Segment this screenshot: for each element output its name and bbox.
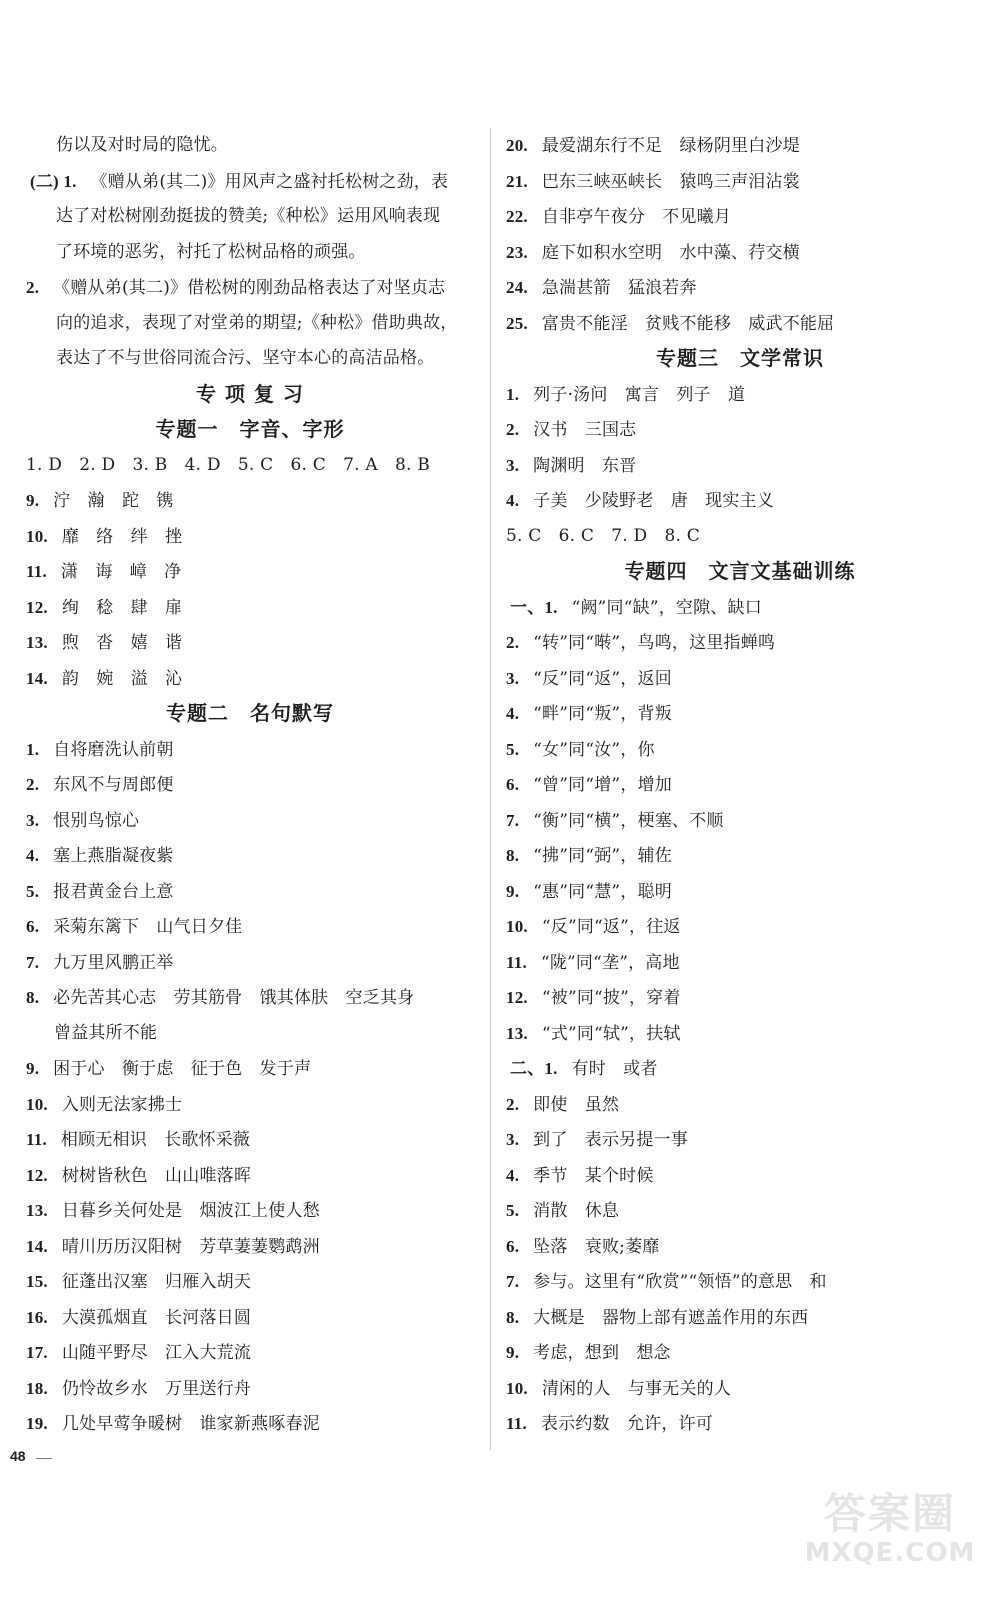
answer-text: 即使 虽然 — [533, 1094, 620, 1115]
answer-text: 向的追求，表现了对堂弟的期望;《种松》借助典故， — [56, 312, 458, 333]
section-heading: 专题四 文言文基础训练 — [624, 559, 856, 583]
answer-text: 自非亭午夜分 不见曦月 — [541, 207, 732, 227]
answer-text: 晴川历历汉阳树 芳草萋萋鹦鹉洲 — [61, 1236, 320, 1257]
answer-text: 曾益其所不能 — [54, 1022, 158, 1043]
section-heading: 专题一 字音、字形 — [155, 417, 345, 441]
answer-text: 富贵不能淫 贫贱不能移 威武不能屈 — [541, 313, 835, 334]
answer-text: 汉书 三国志 — [533, 420, 637, 440]
answer-text: 大漠孤烟直 长河落日圆 — [61, 1307, 252, 1328]
item-number: 5. — [506, 1201, 520, 1220]
left-column — [22, 128, 478, 1442]
page-number-rule — [36, 1458, 52, 1459]
answer-line — [22, 554, 478, 590]
answer-text: 塞上燕脂凝夜紫 — [53, 846, 174, 866]
item-number: 15. — [26, 1272, 48, 1291]
answer-line — [22, 661, 478, 697]
answer-text: 列子·汤问 寓言 列子 道 — [533, 384, 746, 405]
answer-text: “陇”同“垄”，高地 — [540, 952, 680, 973]
answer-text: 坠落 衰败;萎靡 — [533, 1236, 660, 1257]
answer-text: 最爱湖东行不足 绿杨阴里白沙堤 — [541, 136, 800, 156]
answer-line — [502, 625, 978, 661]
answer-text: 5. C 6. C 7. D 8. C — [506, 525, 700, 546]
answer-text: “被”同“披”，穿着 — [541, 988, 681, 1008]
answer-text: 靡 络 绊 挫 — [61, 526, 183, 547]
answer-text: 困于心 衡于虑 征于色 发于声 — [53, 1059, 312, 1079]
item-number: 7. — [506, 810, 520, 830]
item-number: 5. — [26, 881, 40, 901]
answer-text: 报君黄金台上意 — [53, 881, 174, 902]
answer-line — [22, 1335, 478, 1371]
answer-line — [22, 980, 478, 1016]
answer-text: 有时 或者 — [571, 1059, 658, 1079]
item-number: 25. — [506, 313, 528, 333]
item-number: 8. — [506, 846, 520, 865]
item-number: (二) 1. — [30, 171, 77, 191]
answer-line — [502, 1335, 978, 1371]
answer-line — [22, 803, 478, 839]
answer-line — [502, 874, 978, 910]
answer-line — [502, 1051, 978, 1087]
answer-line — [502, 199, 978, 235]
answer-line — [502, 519, 978, 555]
answer-text: 陶渊明 东晋 — [533, 455, 637, 476]
answer-text: 了环境的恶劣，衬托了松树品格的顽强。 — [56, 241, 366, 262]
right-column — [502, 128, 978, 1442]
item-number: 14. — [26, 668, 48, 688]
answer-line — [502, 306, 978, 342]
item-number: 2. — [506, 1094, 520, 1114]
answer-line — [22, 945, 478, 981]
answer-line — [502, 767, 978, 803]
item-number: 3. — [506, 1130, 520, 1149]
answer-text: 树树皆秋色 山山唯落晖 — [61, 1165, 252, 1186]
answer-text: “转”同“啭”，鸟鸣，这里指蝉鸣 — [533, 633, 776, 653]
answer-line — [22, 448, 478, 484]
answer-line — [22, 1229, 478, 1265]
item-number: 2. — [26, 775, 40, 794]
answer-text: 伤以及对时局的隐忧。 — [56, 135, 228, 155]
answer-text: 必先苦其心志 劳其筋骨 饿其体肤 空乏其身 — [53, 988, 415, 1008]
item-number: 2. — [26, 278, 40, 297]
answer-text: 急湍甚箭 猛浪若奔 — [541, 278, 697, 298]
item-number: 13. — [26, 1201, 48, 1220]
item-number: 3. — [506, 455, 520, 475]
answer-text: 韵 婉 溢 沁 — [61, 668, 183, 689]
answer-text: “拂”同“弼”，辅佐 — [533, 846, 672, 866]
answer-text: 季节 某个时候 — [533, 1165, 654, 1186]
item-number: 2. — [506, 633, 520, 652]
item-number: 8. — [506, 1307, 520, 1327]
answer-line — [502, 1371, 978, 1407]
answer-line — [22, 235, 478, 271]
answer-line — [22, 767, 478, 803]
answer-line — [502, 377, 978, 413]
item-number: 12. — [506, 988, 528, 1007]
item-number: 5. — [506, 739, 520, 759]
answer-line — [22, 1087, 478, 1123]
answer-line — [502, 164, 978, 200]
answer-line — [22, 732, 478, 768]
answer-line — [502, 1264, 978, 1300]
section-heading: 专 项 复 习 — [196, 381, 304, 406]
answer-line — [22, 1406, 478, 1442]
item-number: 7. — [506, 1272, 520, 1291]
item-number: 12. — [26, 1165, 48, 1185]
answer-text: “反”同“返”，往返 — [541, 917, 681, 937]
answer-line — [502, 803, 978, 839]
answer-text: 参与。这里有“欣赏”“领悟”的意思 和 — [533, 1272, 827, 1292]
answer-text: 煦 沓 嬉 谐 — [61, 633, 183, 653]
item-number: 20. — [506, 136, 528, 155]
answer-line — [502, 448, 978, 484]
answer-text: 庭下如积水空明 水中藻、荇交横 — [541, 242, 800, 263]
item-number: 10. — [26, 526, 48, 546]
item-number: 21. — [506, 171, 528, 191]
item-number: 16. — [26, 1307, 48, 1327]
answer-line — [502, 1016, 978, 1052]
item-number: 17. — [26, 1343, 48, 1362]
answer-text: 泞 瀚 跎 镌 — [53, 491, 174, 511]
item-number: 3. — [506, 668, 520, 688]
answer-line — [502, 1087, 978, 1123]
answer-text: 日暮乡关何处是 烟波江上使人愁 — [61, 1201, 320, 1221]
answer-text: 九万里风鹏正举 — [53, 952, 174, 973]
answer-text: “衡”同“横”，梗塞、不顺 — [533, 810, 724, 831]
item-number: 6. — [26, 917, 40, 936]
answer-text: 入则无法家拂士 — [61, 1094, 183, 1115]
answer-line — [22, 483, 478, 519]
answer-line — [22, 128, 478, 164]
section-heading: 专题二 名句默写 — [166, 701, 334, 725]
answer-line — [22, 1122, 478, 1158]
answer-text: 子美 少陵野老 唐 现实主义 — [533, 491, 774, 511]
answer-line — [22, 199, 478, 235]
answer-line — [22, 1264, 478, 1300]
answer-line — [22, 306, 478, 342]
item-number: 2. — [506, 420, 520, 439]
answer-line — [22, 1300, 478, 1336]
answer-line — [502, 483, 978, 519]
answer-line — [22, 838, 478, 874]
answer-line — [22, 590, 478, 626]
column-divider — [490, 128, 491, 1450]
answer-text: 征蓬出汉塞 归雁入胡天 — [61, 1272, 252, 1292]
item-number: 9. — [506, 881, 520, 901]
answer-line — [22, 341, 478, 377]
answer-line — [502, 128, 978, 164]
answer-line — [502, 1229, 978, 1265]
answer-line — [502, 270, 978, 306]
item-number: 1. — [506, 384, 520, 404]
answer-text: “反”同“返”，返回 — [533, 668, 672, 689]
answer-text: 自将磨洗认前朝 — [53, 739, 174, 760]
answer-text: 潇 诲 嶂 净 — [60, 562, 182, 582]
item-number: 8. — [26, 988, 40, 1007]
item-number: 9. — [26, 491, 40, 510]
answer-line — [502, 1300, 978, 1336]
section-heading: 专题三 文学常识 — [656, 346, 824, 370]
answer-text: 表示约数 允许，许可 — [540, 1414, 713, 1434]
item-number: 3. — [26, 810, 40, 830]
answer-text: 东风不与周郎便 — [53, 775, 174, 795]
item-number: 9. — [506, 1343, 520, 1362]
answer-line — [502, 732, 978, 768]
item-number: 6. — [506, 1236, 520, 1256]
item-number: 6. — [506, 775, 520, 794]
answer-line — [22, 519, 478, 555]
answer-text: 绚 稔 肆 扉 — [61, 597, 183, 618]
item-number: 23. — [506, 242, 528, 262]
answer-line — [502, 909, 978, 945]
item-number: 二、1. — [510, 1059, 558, 1078]
answer-text: 1. D 2. D 3. B 4. D 5. C 6. C 7. A 8. B — [26, 454, 430, 475]
answer-line — [22, 1371, 478, 1407]
watermark-line1: 答案圈 — [823, 1489, 956, 1538]
watermark-logo — [800, 1490, 980, 1580]
answer-text: 山随平野尽 江入大荒流 — [61, 1343, 252, 1363]
item-number: 12. — [26, 597, 48, 617]
answer-line — [22, 1016, 478, 1052]
answer-line — [502, 590, 978, 626]
answer-line — [22, 1193, 478, 1229]
answer-text: 《赠从弟(其二)》借松树的刚劲品格表达了对坚贞志 — [53, 278, 446, 298]
watermark-line2: MXQE.COM — [804, 1538, 976, 1568]
answer-text: “阙”同“缺”，空隙、缺口 — [571, 597, 762, 618]
item-number: 22. — [506, 207, 528, 226]
answer-line — [502, 661, 978, 697]
item-number: 4. — [26, 846, 40, 865]
item-number: 18. — [26, 1378, 48, 1398]
answer-line — [502, 945, 978, 981]
answer-text: 仍怜故乡水 万里送行舟 — [61, 1378, 252, 1399]
answer-text: 清闲的人 与事无关的人 — [541, 1378, 732, 1399]
answer-text: 达了对松树刚劲挺拔的赞美;《种松》运用风响表现 — [56, 206, 441, 226]
answer-line — [22, 164, 478, 200]
item-number: 一、1. — [510, 597, 558, 617]
answer-text: 到了 表示另提一事 — [533, 1130, 688, 1150]
item-number: 10. — [506, 1378, 528, 1398]
page-number: 48 — [10, 1448, 26, 1464]
item-number: 1. — [26, 739, 40, 759]
item-number: 19. — [26, 1414, 48, 1433]
answer-line — [502, 1158, 978, 1194]
item-number: 11. — [26, 1130, 47, 1149]
answer-text: 大概是 器物上部有遮盖作用的东西 — [533, 1307, 809, 1328]
answer-text: “曾”同“增”，增加 — [533, 775, 672, 795]
item-number: 24. — [506, 278, 528, 297]
answer-text: “式”同“轼”，扶轼 — [541, 1023, 681, 1044]
answer-line — [22, 909, 478, 945]
answer-text: “女”同“汝”，你 — [533, 739, 655, 760]
item-number: 4. — [506, 491, 520, 510]
item-number: 14. — [26, 1236, 48, 1256]
item-number: 4. — [506, 1165, 520, 1185]
item-number: 11. — [26, 562, 47, 581]
answer-text: 采菊东篱下 山气日夕佳 — [53, 917, 243, 937]
answer-line — [502, 1193, 978, 1229]
item-number: 10. — [506, 917, 528, 936]
answer-line — [502, 696, 978, 732]
answer-text: “惠”同“慧”，聪明 — [533, 881, 672, 902]
answer-text: 几处早莺争暖树 谁家新燕啄春泥 — [61, 1414, 320, 1434]
item-number: 7. — [26, 952, 40, 972]
answer-line — [22, 270, 478, 306]
answer-line — [502, 838, 978, 874]
answer-line — [22, 625, 478, 661]
answer-text: 表达了不与世俗同流合污、坚守本心的高洁品格。 — [56, 348, 435, 368]
answer-text: “畔”同“叛”，背叛 — [533, 704, 672, 724]
answer-line — [22, 1158, 478, 1194]
answer-line — [502, 980, 978, 1016]
item-number: 11. — [506, 1414, 527, 1433]
item-number: 13. — [506, 1023, 528, 1043]
answer-text: 巴东三峡巫峡长 猿鸣三声泪沾裳 — [541, 171, 800, 192]
item-number: 4. — [506, 704, 520, 723]
answer-line — [22, 1051, 478, 1087]
answer-text: 恨别鸟惊心 — [53, 810, 140, 831]
answer-text: 考虑，想到 想念 — [533, 1343, 671, 1363]
answer-line — [22, 874, 478, 910]
answer-line — [502, 412, 978, 448]
answer-text: 《赠从弟(其二)》用风声之盛衬托松树之劲，表 — [90, 171, 449, 192]
answer-text: 相顾无相识 长歌怀采薇 — [60, 1130, 251, 1150]
answer-line — [502, 1122, 978, 1158]
item-number: 9. — [26, 1059, 40, 1078]
answer-line — [502, 1406, 978, 1442]
answer-line — [502, 235, 978, 271]
answer-text: 消散 休息 — [533, 1201, 620, 1221]
item-number: 10. — [26, 1094, 48, 1114]
item-number: 13. — [26, 633, 48, 652]
item-number: 11. — [506, 952, 527, 972]
